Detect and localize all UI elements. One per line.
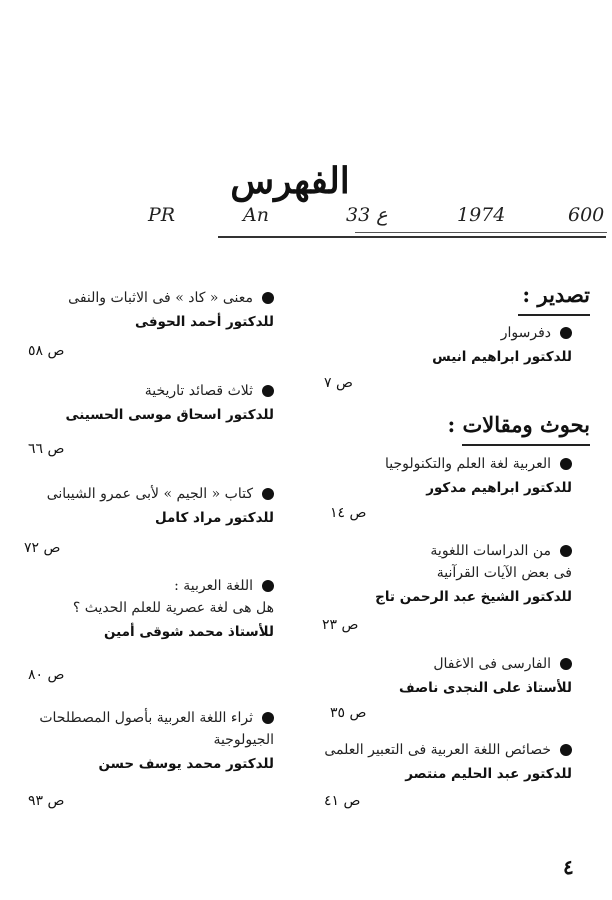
handwritten-note-3: 33 ع (346, 204, 388, 226)
entry-title-continued: فى بعض الآيات القرآنية (436, 565, 572, 581)
toc-entry (73, 578, 274, 640)
entry-title: كتاب « الجيم » لأبى عمرو الشيبانى (46, 486, 253, 502)
title-rule-upper (355, 232, 607, 233)
bullet-icon (560, 545, 572, 557)
entry-author: للدكتور مراد كامل (154, 510, 274, 526)
entry-author: للدكتور أحمد الحوفى (135, 314, 274, 330)
entry-page: ص ٧٢ (24, 540, 61, 556)
entry-title: دفرسوار (500, 325, 551, 341)
section-title: تصدير : (522, 282, 590, 307)
entry-page: ص ٧ (324, 375, 353, 391)
bullet-icon (262, 488, 274, 500)
handwritten-note-4: 1974 (457, 204, 506, 226)
entry-author: للدكتور عبد الحليم منتصر (405, 766, 572, 782)
entry-page: ص ٥٨ (28, 343, 65, 359)
handwritten-note-2: An (243, 204, 269, 226)
entry-title: العربية لغة العلم والتكنولوجيا (385, 456, 551, 472)
entry-title: ثراء اللغة العربية بأصول المصطلحات (39, 710, 253, 726)
entry-title: الفارسى فى الاغفال (433, 656, 551, 672)
toc-entry (375, 543, 572, 605)
entry-page: ص ٤١ (324, 793, 361, 809)
section-underline (518, 314, 590, 316)
entry-author: للأستاذ على النجدى ناصف (399, 680, 572, 696)
handwritten-note-1: PR (148, 204, 176, 226)
toc-entry (47, 486, 274, 526)
entry-author: للأستاذ محمد شوقى أمين (103, 624, 274, 640)
bullet-icon (262, 580, 274, 592)
toc-entry (66, 383, 274, 423)
entry-title: خصائص اللغة العربية فى التعبير العلمى (324, 742, 551, 758)
entry-title: ثلاث قصائد تاريخية (144, 383, 253, 399)
section-underline (462, 444, 590, 446)
entry-title: من الدراسات اللغوية (430, 543, 551, 559)
toc-entry (399, 656, 572, 696)
title-rule (218, 236, 606, 238)
entry-page: ص ١٤ (330, 505, 367, 521)
entry-author: للدكتور محمد يوسف حسن (98, 756, 274, 772)
entry-page: ص ٨٠ (28, 667, 65, 683)
entry-author: للدكتور الشيخ عبد الرحمن تاج (375, 589, 572, 605)
handwritten-note-5: 600 (568, 204, 605, 226)
entry-page: ص ٣٥ (330, 705, 367, 721)
toc-entry (68, 290, 274, 330)
bullet-icon (262, 712, 274, 724)
entry-title-continued: هل هى لغة عصرية للعلم الحديث ؟ (72, 600, 274, 616)
bullet-icon (560, 327, 572, 339)
toc-entry (324, 742, 572, 782)
page-title: الفهرس (230, 160, 350, 202)
bullet-icon (262, 385, 274, 397)
entry-author: للدكتور اسحاق موسى الحسينى (65, 407, 274, 423)
entry-title: اللغة العربية : (174, 578, 253, 594)
toc-entry (39, 710, 274, 772)
bullet-icon (560, 658, 572, 670)
section-heading-research (447, 412, 590, 437)
bullet-icon (560, 744, 572, 756)
bullet-icon (560, 458, 572, 470)
entry-page: ص ٢٣ (322, 617, 359, 633)
page-number: ٤ (563, 855, 574, 879)
entry-title-continued: الجيولوجية (213, 732, 274, 748)
section-title: بحوث ومقالات : (447, 412, 590, 437)
entry-author: للدكتور ابراهيم مدكور (426, 480, 572, 496)
entry-page: ص ٩٣ (28, 793, 65, 809)
toc-entry (432, 325, 572, 365)
bullet-icon (262, 292, 274, 304)
entry-page: ص ٦٦ (28, 441, 65, 457)
entry-author: للدكتور ابراهيم انيس (432, 349, 572, 365)
section-heading-intro (522, 282, 590, 307)
entry-title: معنى « كاد » فى الاثبات والنفى (68, 290, 253, 306)
toc-entry (385, 456, 572, 496)
